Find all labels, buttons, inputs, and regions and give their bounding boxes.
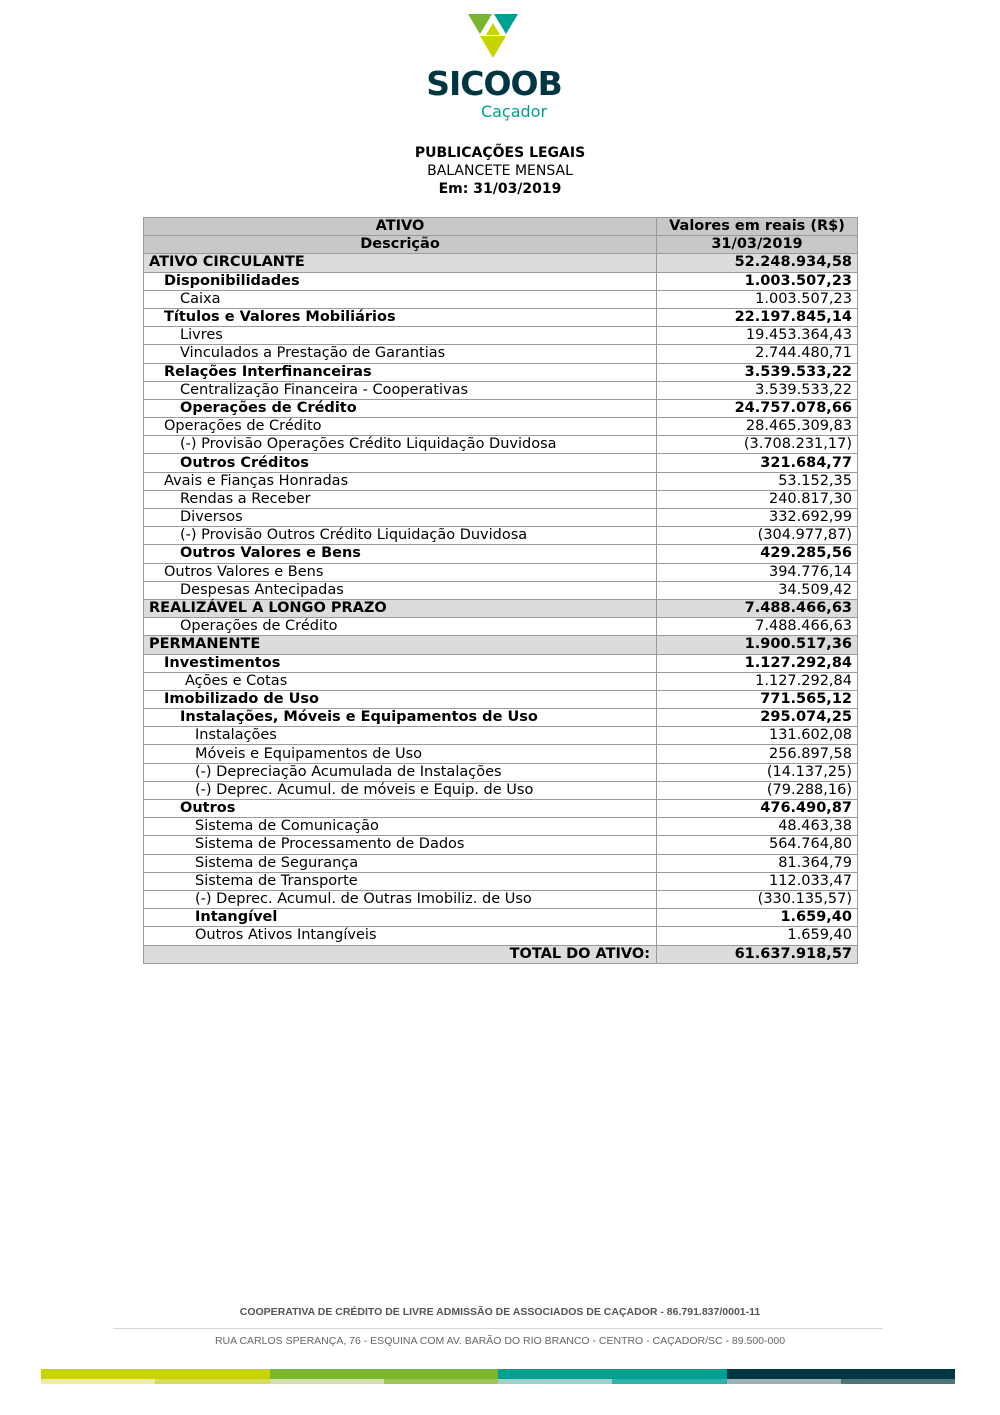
document-date: Em: 31/03/2019 — [438, 181, 562, 197]
table-row — [144, 763, 858, 781]
row-value: 3.539.533,22 — [657, 381, 858, 399]
row-description: Avais e Fianças Honradas — [144, 472, 657, 490]
row-description: Imobilizado de Uso — [144, 690, 657, 708]
row-value: 476.490,87 — [657, 800, 858, 818]
table-row — [144, 581, 858, 599]
stripe-segment — [155, 1379, 269, 1384]
stripe-segment — [498, 1379, 612, 1384]
total-label: TOTAL DO ATIVO: — [144, 945, 657, 963]
row-value: 429.285,56 — [657, 545, 858, 563]
table-row — [144, 563, 858, 581]
header-date: 31/03/2019 — [657, 236, 858, 254]
row-description: Outros Ativos Intangíveis — [144, 927, 657, 945]
row-description: Instalações — [144, 727, 657, 745]
row-value: 1.127.292,84 — [657, 654, 858, 672]
table-row — [144, 490, 858, 508]
table-row — [144, 327, 858, 345]
row-value: 1.003.507,23 — [657, 272, 858, 290]
footer-address: RUA CARLOS SPERANÇA, 76 - ESQUINA COM AV. BARÃO DO RIO BRANCO - CENTRO - CAÇADOR/SC - 89.500-000 — [214, 1335, 786, 1347]
document-header — [0, 144, 1000, 198]
row-value: 53.152,35 — [657, 472, 858, 490]
row-description: Títulos e Valores Mobiliários — [144, 308, 657, 326]
row-description: Outros Créditos — [144, 454, 657, 472]
row-value: 22.197.845,14 — [657, 308, 858, 326]
table-row — [144, 436, 858, 454]
table-row — [144, 618, 858, 636]
stripe-segment — [270, 1379, 384, 1384]
row-value: 256.897,58 — [657, 745, 858, 763]
table-row — [144, 727, 858, 745]
row-description: Despesas Antecipadas — [144, 581, 657, 599]
row-value: 81.364,79 — [657, 854, 858, 872]
row-value: 1.900.517,36 — [657, 636, 858, 654]
row-description: ATIVO CIRCULANTE — [144, 254, 657, 272]
row-description: Sistema de Comunicação — [144, 818, 657, 836]
row-description: Sistema de Processamento de Dados — [144, 836, 657, 854]
table-row — [144, 254, 858, 272]
row-value: 564.764,80 — [657, 836, 858, 854]
row-value: (14.137,25) — [657, 763, 858, 781]
row-description: Vinculados a Prestação de Garantias — [144, 345, 657, 363]
table-row — [144, 818, 858, 836]
table-row — [144, 599, 858, 617]
row-value: 332.692,99 — [657, 509, 858, 527]
row-description: Sistema de Transporte — [144, 872, 657, 890]
row-value: (304.977,87) — [657, 527, 858, 545]
table-row — [144, 545, 858, 563]
row-description: Outros Valores e Bens — [144, 545, 657, 563]
table-row — [144, 399, 858, 417]
row-value: 52.248.934,58 — [657, 254, 858, 272]
row-description: Disponibilidades — [144, 272, 657, 290]
row-description: (-) Deprec. Acumul. de móveis e Equip. de Uso — [144, 781, 657, 799]
row-description: (-) Provisão Outros Crédito Liquidação Duvidosa — [144, 527, 657, 545]
color-stripe-bottom — [41, 1379, 955, 1384]
row-description: REALIZÁVEL A LONGO PRAZO — [144, 599, 657, 617]
row-description: Centralização Financeira - Cooperativas — [144, 381, 657, 399]
row-description: Outros — [144, 800, 657, 818]
logo-brand-text: SICOOB — [426, 64, 562, 103]
row-value: (3.708.231,17) — [657, 436, 858, 454]
row-value: 48.463,38 — [657, 818, 858, 836]
row-value: 112.033,47 — [657, 872, 858, 890]
row-value: 3.539.533,22 — [657, 363, 858, 381]
row-description: Operações de Crédito — [144, 418, 657, 436]
total-row — [144, 945, 858, 963]
row-value: 7.488.466,63 — [657, 599, 858, 617]
stripe-segment — [41, 1369, 270, 1379]
row-value: 240.817,30 — [657, 490, 858, 508]
header-ativo: ATIVO — [144, 218, 657, 236]
row-value: 1.659,40 — [657, 927, 858, 945]
header-descricao: Descrição — [144, 236, 657, 254]
total-value: 61.637.918,57 — [657, 945, 858, 963]
table-row — [144, 872, 858, 890]
row-description: Investimentos — [144, 654, 657, 672]
table-row — [144, 927, 858, 945]
table-row — [144, 781, 858, 799]
row-description: Instalações, Móveis e Equipamentos de Uso — [144, 709, 657, 727]
table-row — [144, 290, 858, 308]
stripe-segment — [727, 1379, 841, 1384]
row-description: Sistema de Segurança — [144, 854, 657, 872]
table-row — [144, 345, 858, 363]
row-description: (-) Deprec. Acumul. de Outras Imobiliz. de Uso — [144, 890, 657, 908]
row-value: 28.465.309,83 — [657, 418, 858, 436]
row-value: 19.453.364,43 — [657, 327, 858, 345]
color-stripe-top — [41, 1369, 955, 1379]
document-title: PUBLICAÇÕES LEGAIS — [414, 145, 586, 161]
document-subtitle: BALANCETE MENSAL — [427, 163, 573, 179]
table-row — [144, 890, 858, 908]
table-row — [144, 272, 858, 290]
table-row — [144, 381, 858, 399]
footer-divider — [113, 1328, 883, 1329]
table-row — [144, 709, 858, 727]
row-value: 24.757.078,66 — [657, 399, 858, 417]
stripe-segment — [41, 1379, 155, 1384]
table-row — [144, 509, 858, 527]
sicoob-triangle-icon — [468, 14, 518, 60]
stripe-segment — [384, 1379, 498, 1384]
stripe-segment — [841, 1379, 955, 1384]
row-description: (-) Provisão Operações Crédito Liquidação Duvidosa — [144, 436, 657, 454]
row-value: 131.602,08 — [657, 727, 858, 745]
logo-city-text: Caçador — [480, 102, 548, 121]
row-value: 394.776,14 — [657, 563, 858, 581]
header-valores: Valores em reais (R$) — [657, 218, 858, 236]
table-row — [144, 472, 858, 490]
row-description: Operações de Crédito — [144, 399, 657, 417]
row-value: 1.127.292,84 — [657, 672, 858, 690]
balance-sheet-table — [143, 217, 858, 964]
row-description: Rendas a Receber — [144, 490, 657, 508]
row-value: (79.288,16) — [657, 781, 858, 799]
table-row — [144, 527, 858, 545]
footer-company: COOPERATIVA DE CRÉDITO DE LIVRE ADMISSÃO DE ASSOCIADOS DE CAÇADOR - 86.791.837/0001-11 — [239, 1306, 761, 1318]
sicoob-logo — [424, 14, 564, 121]
stripe-segment — [727, 1369, 956, 1379]
row-description: Relações Interfinanceiras — [144, 363, 657, 381]
row-value: 771.565,12 — [657, 690, 858, 708]
row-description: Intangível — [144, 909, 657, 927]
table-row — [144, 800, 858, 818]
row-description: PERMANENTE — [144, 636, 657, 654]
row-description: Caixa — [144, 290, 657, 308]
row-value: 34.509,42 — [657, 581, 858, 599]
row-description: Diversos — [144, 509, 657, 527]
row-description: Livres — [144, 327, 657, 345]
table-header-row — [144, 218, 858, 236]
row-value: 321.684,77 — [657, 454, 858, 472]
table-row — [144, 836, 858, 854]
row-description: Operações de Crédito — [144, 618, 657, 636]
table-row — [144, 672, 858, 690]
stripe-segment — [270, 1369, 499, 1379]
table-row — [144, 454, 858, 472]
table-row — [144, 854, 858, 872]
row-value: 1.659,40 — [657, 909, 858, 927]
table-row — [144, 363, 858, 381]
table-row — [144, 745, 858, 763]
row-value: 295.074,25 — [657, 709, 858, 727]
stripe-segment — [612, 1379, 726, 1384]
row-value: 1.003.507,23 — [657, 290, 858, 308]
table-row — [144, 654, 858, 672]
row-value: 7.488.466,63 — [657, 618, 858, 636]
row-description: Outros Valores e Bens — [144, 563, 657, 581]
row-description: (-) Depreciação Acumulada de Instalações — [144, 763, 657, 781]
table-subheader-row — [144, 236, 858, 254]
table-row — [144, 418, 858, 436]
stripe-segment — [498, 1369, 727, 1379]
row-description: Ações e Cotas — [144, 672, 657, 690]
row-description: Móveis e Equipamentos de Uso — [144, 745, 657, 763]
table-row — [144, 909, 858, 927]
table-row — [144, 690, 858, 708]
row-value: 2.744.480,71 — [657, 345, 858, 363]
row-value: (330.135,57) — [657, 890, 858, 908]
table-row — [144, 636, 858, 654]
table-row — [144, 308, 858, 326]
